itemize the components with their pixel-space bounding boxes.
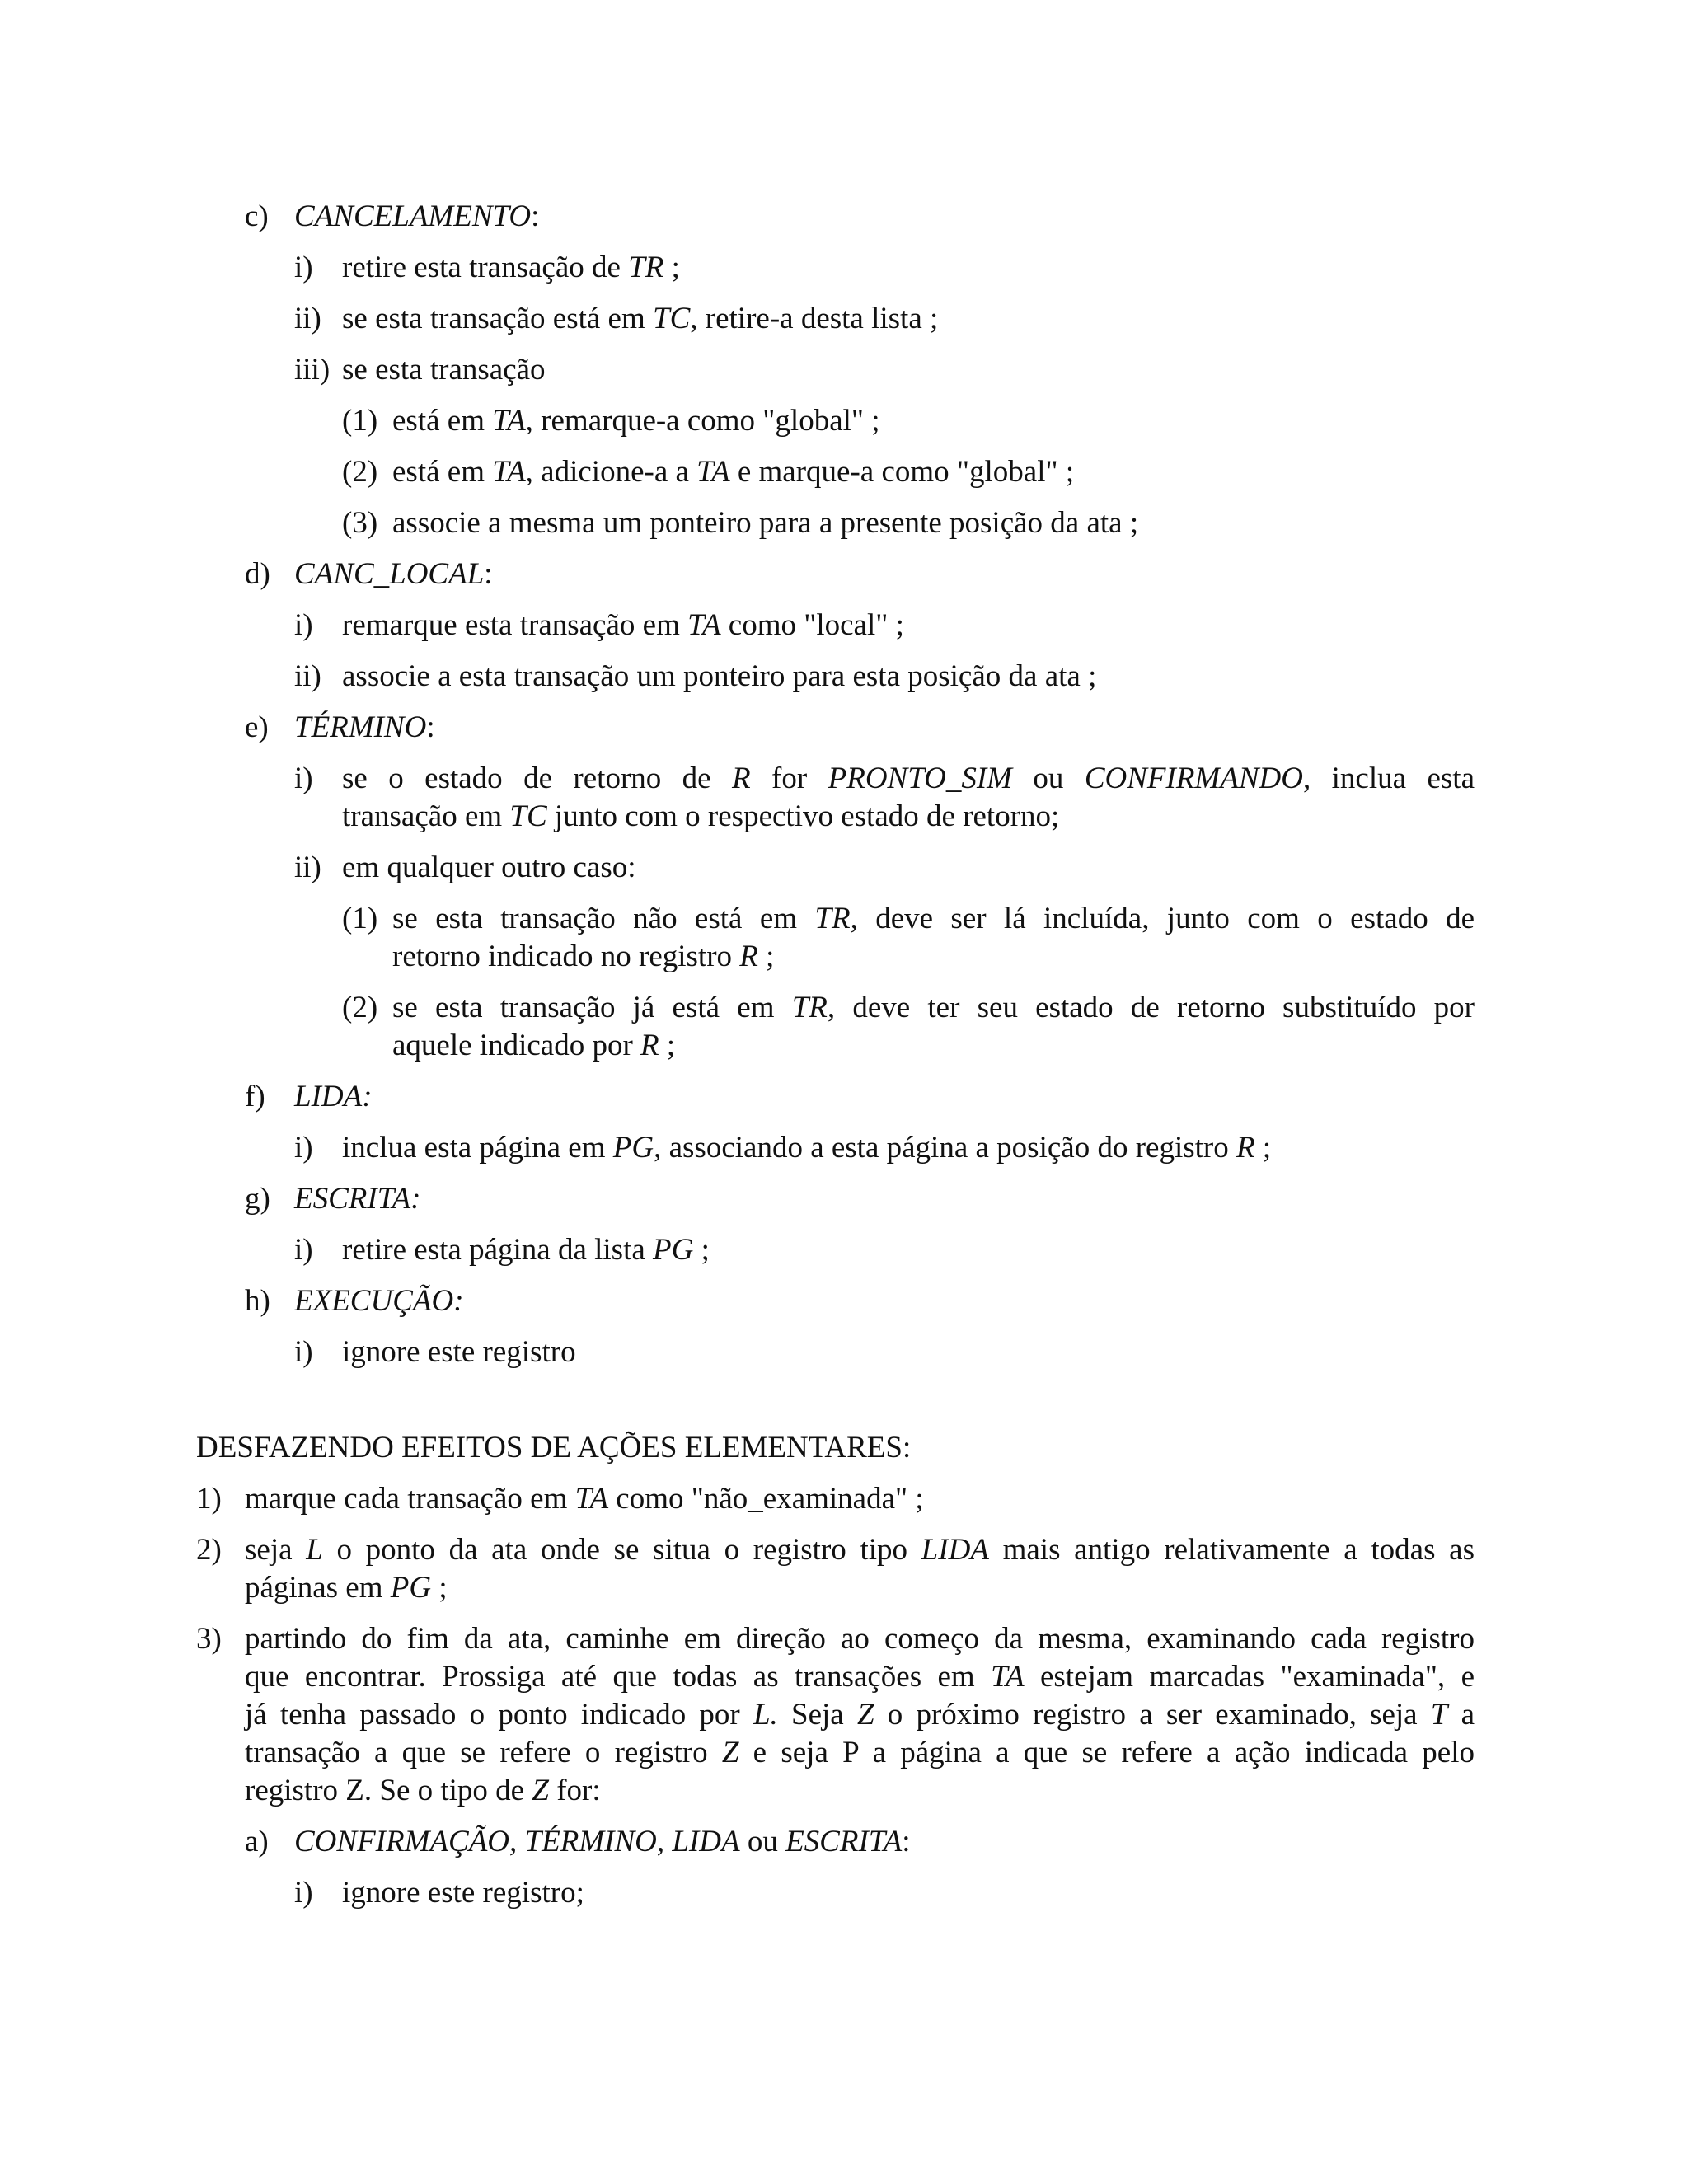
section-heading: DESFAZENDO EFEITOS DE AÇÕES ELEMENTARES:: [196, 1431, 912, 1465]
numbered-text: se esta transação já está em TR, deve ter seu estado de retorno substituído por: [392, 991, 1475, 1024]
sub-item-text: se o estado de retorno de R for PRONTO_SIM ou CONFIRMANDO, inclua esta: [342, 762, 1475, 795]
sub-item-text: inclua esta página em PG, associando a esta página a posição do registro R ;: [342, 1131, 1272, 1165]
sub-label: ii): [294, 302, 321, 335]
step-label-1: 1): [196, 1482, 222, 1516]
sub-label: iii): [294, 353, 331, 387]
step-text-2: seja L o ponto da ata onde se situa o registro tipo LIDA mais antigo relativamente a todas as: [245, 1533, 1475, 1567]
numbered-text-continued: retorno indicado no registro R ;: [392, 940, 775, 973]
sub-item-text: associe a esta transação um ponteiro para esta posição da ata ;: [342, 659, 1097, 693]
numbered-text: está em TA, remarque-a como "global" ;: [392, 404, 880, 438]
numbered-label: (2): [342, 455, 378, 489]
item-title-c: CANCELAMENTO:: [294, 199, 540, 233]
numbered-label: (3): [342, 506, 378, 540]
step-text-1: marque cada transação em TA como "não_examinada" ;: [245, 1482, 924, 1516]
sub-item-text: retire esta página da lista PG ;: [342, 1233, 710, 1267]
step-text-3-line-2: que encontrar. Prossiga até que todas as transações em TA estejam marcadas "examinada", e: [245, 1660, 1475, 1694]
step-label-2: 2): [196, 1533, 222, 1567]
numbered-text-continued: aquele indicado por R ;: [392, 1029, 676, 1062]
numbered-text: está em TA, adicione-a a TA e marque-a como "global" ;: [392, 455, 1075, 489]
sub-item-text: em qualquer outro caso:: [342, 851, 636, 884]
item-title-g: ESCRITA:: [294, 1182, 421, 1216]
sub-label: i): [294, 762, 313, 795]
sub-label: i): [294, 608, 313, 642]
step-text-2-continued: páginas em PG ;: [245, 1571, 448, 1605]
item-title-a: CONFIRMAÇÃO, TÉRMINO, LIDA ou ESCRITA:: [294, 1825, 911, 1858]
item-label-f: f): [245, 1080, 265, 1113]
item-title-e: TÉRMINO:: [294, 710, 435, 744]
item-label-h: h): [245, 1284, 270, 1318]
sub-item-text: ignore este registro;: [342, 1876, 584, 1910]
sub-item-text: se esta transação está em TC, retire-a desta lista ;: [342, 302, 939, 335]
numbered-label: (1): [342, 902, 378, 935]
step-label-3: 3): [196, 1622, 222, 1656]
sub-item-text: remarque esta transação em TA como "local" ;: [342, 608, 904, 642]
sub-label: i): [294, 1335, 313, 1369]
sub-label: i): [294, 251, 313, 284]
sub-label: i): [294, 1131, 313, 1165]
numbered-text: associe a mesma um ponteiro para a presente posição da ata ;: [392, 506, 1139, 540]
numbered-label: (2): [342, 991, 378, 1024]
item-label-c: c): [245, 199, 269, 233]
item-title-f: LIDA:: [294, 1080, 373, 1113]
sub-item-text: se esta transação: [342, 353, 546, 387]
item-title-h: EXECUÇÃO:: [294, 1284, 464, 1318]
item-label-d: d): [245, 557, 270, 591]
step-text-3-line-1: partindo do fim da ata, caminhe em direção ao começo da mesma, examinando cada registro: [245, 1622, 1475, 1656]
step-text-3-line-5: registro Z. Se o tipo de Z for:: [245, 1774, 601, 1807]
step-text-3-line-3: já tenha passado o ponto indicado por L. Seja Z o próximo registro a ser examinado, seja T a: [245, 1698, 1475, 1732]
sub-item-text: ignore este registro: [342, 1335, 576, 1369]
item-label-a: a): [245, 1825, 269, 1858]
step-text-3-line-4: transação a que se refere o registro Z e seja P a página a que se refere a ação indicada pelo: [245, 1736, 1475, 1769]
sub-item-text-continued: transação em TC junto com o respectivo estado de retorno;: [342, 799, 1060, 833]
numbered-label: (1): [342, 404, 378, 438]
sub-label: ii): [294, 659, 321, 693]
sub-label: i): [294, 1233, 313, 1267]
numbered-text: se esta transação não está em TR, deve ser lá incluída, junto com o estado de: [392, 902, 1475, 935]
item-label-g: g): [245, 1182, 270, 1216]
sub-label: i): [294, 1876, 313, 1910]
item-label-e: e): [245, 710, 269, 744]
sub-item-text: retire esta transação de TR ;: [342, 251, 680, 284]
sub-label: ii): [294, 851, 321, 884]
item-title-d: CANC_LOCAL:: [294, 557, 493, 591]
